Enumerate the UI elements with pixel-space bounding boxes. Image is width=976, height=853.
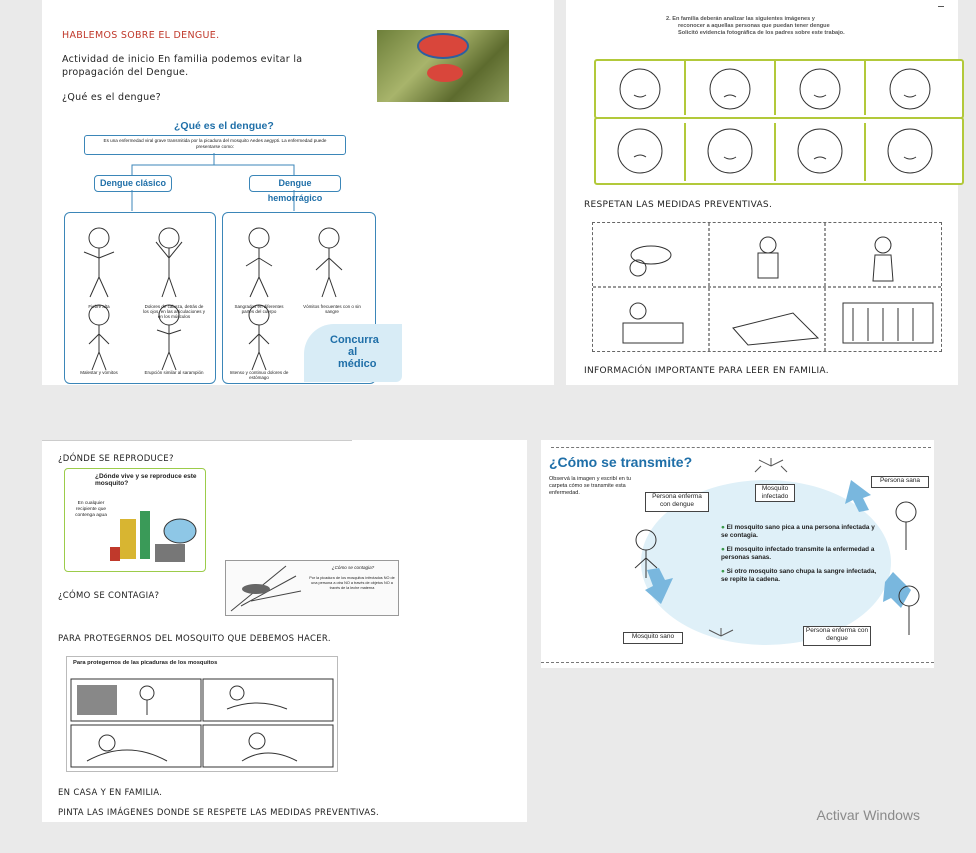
symptom-pain: Dolores de cabeza, detrás de los ojos, en las articulaciones y en los músculos	[142, 304, 206, 319]
preventive-heading: RESPETAN LAS MEDIDAS PREVENTIVAS.	[584, 200, 773, 210]
page-2	[566, 0, 958, 385]
symptom-vomit: Malestar y vómitos	[80, 370, 118, 375]
doctor-callout	[304, 324, 402, 382]
symptom-bleeding: Sangrados en diferentes partes del cuerpo	[234, 304, 284, 314]
bullet-3-dot: ●	[721, 568, 725, 575]
transmit-title: ¿Cómo se transmite?	[549, 454, 693, 470]
dengue-photo-collage	[377, 30, 509, 102]
bullet-1-text: El mosquito sano pica a una persona infectada y se contagia.	[721, 524, 875, 539]
symptom-rash: Erupción similar al sarampión	[144, 370, 204, 375]
definition-box	[84, 135, 346, 155]
doctor-callout-line-1: Concurra	[330, 334, 379, 346]
where-heading: ¿DÓNDE SE REPRODUCE?	[58, 454, 174, 464]
instruction-line-3: Solicitó evidencia fotográfica de los padres sobre este trabajo.	[678, 30, 845, 36]
page-3	[42, 440, 527, 822]
doctor-callout-line-2: al	[348, 346, 358, 358]
bullet-1	[721, 524, 881, 540]
minimize-mark[interactable]	[938, 6, 944, 7]
symptom-fever: Fiebre alta	[88, 304, 110, 309]
protection-illustrations	[67, 669, 337, 769]
mosquito-bite-illustration	[226, 561, 306, 615]
cycle-bullets	[721, 524, 881, 584]
classic-dengue-label: Dengue clásico	[94, 175, 172, 192]
doctor-callout-line-3: médico	[338, 358, 377, 370]
definition-text: Es una enfermedad viral grave transmitida por la picadura del mosquito Aedes aegypti. La enfermedad puede presentarse como:	[103, 138, 327, 149]
contagion-title: ¿Cómo se contagia?	[331, 565, 375, 570]
symptom-frequent-vomit: Vómitos frecuentes con o sin sangre	[303, 304, 361, 314]
bullet-1-dot: ●	[721, 524, 725, 531]
protect-heading: PARA PROTEGERNOS DEL MOSQUITO QUE DEBEMOS HACER.	[58, 634, 331, 644]
family-info-heading: INFORMACIÓN IMPORTANTE PARA LEER EN FAMILIA.	[584, 366, 829, 376]
breeding-box-title: ¿Dónde vive y se reproduce este mosquito?	[95, 473, 197, 487]
preventive-grid	[592, 222, 942, 352]
faces-illustrations	[594, 59, 960, 181]
how-contagion-heading: ¿CÓMO SE CONTAGIA?	[58, 591, 160, 601]
infographic-heading: ¿Qué es el dengue?	[174, 120, 274, 132]
instruction-text	[666, 16, 956, 37]
photo-badge	[427, 64, 463, 82]
instruction-line-2: reconocer a aquellas personas que puedan tener dengue	[678, 23, 830, 29]
page-4	[541, 440, 934, 668]
label-persona-sana: Persona sana	[871, 476, 929, 488]
page-3-top-rule	[42, 440, 352, 441]
page-1	[42, 0, 554, 385]
contagion-box	[225, 560, 399, 616]
breeding-box-text: En cualquier recipiente que contenga agua	[75, 501, 107, 518]
activity-text: Actividad de inicio En familia podemos evitar la propagación del Dengue.	[62, 54, 303, 78]
paint-instruction: PINTA LAS IMÁGENES DONDE SE RESPETE LAS MEDIDAS PREVENTIVAS.	[58, 808, 380, 818]
containers-illustration	[110, 499, 210, 569]
photo-logo	[417, 33, 469, 59]
bullet-2	[721, 546, 881, 562]
bullet-2-dot: ●	[721, 546, 725, 553]
bullet-3	[721, 568, 881, 584]
transmit-intro: Observá la imagen y escribí en tu carpeta cómo se transmite esta enfermedad.	[549, 476, 631, 496]
dengue-infographic	[64, 118, 384, 383]
label-persona-enferma-top: Persona enferma con dengue	[645, 492, 709, 512]
label-persona-enferma-bottom: Persona enferma con dengue	[803, 626, 871, 646]
breeding-box	[64, 468, 206, 572]
dengue-question: ¿Qué es el dengue?	[62, 92, 161, 103]
bullet-3-text: Si otro mosquito sano chupa la sangre infectada, se repite la cadena.	[721, 568, 877, 583]
page-1-title: HABLEMOS SOBRE EL DENGUE.	[62, 30, 220, 41]
activate-windows-watermark: Activar Windows	[816, 807, 920, 823]
protection-box-title: Para protegernos de las picaduras de los mosquitos	[73, 660, 218, 666]
instruction-line-1: 2. En familia deberán analizar las siguientes imágenes y	[666, 16, 815, 22]
preventive-illustrations	[593, 223, 941, 351]
home-heading: EN CASA Y EN FAMILIA.	[58, 788, 163, 798]
label-mosquito-sano: Mosquito sano	[623, 632, 683, 644]
contagion-text: Por la picadura de los mosquitos infectados NO de una persona a otra NO a través de objetos NO a través de la leche materna	[309, 576, 395, 590]
protection-box	[66, 656, 338, 772]
symptom-stomach: Intenso y continuo dolores de estómago	[229, 370, 289, 380]
hemorrhagic-dengue-label: Dengue hemorrágico	[249, 175, 341, 192]
bullet-2-text: El mosquito infectado transmite la enfermedad a personas sanas.	[721, 546, 875, 561]
label-mosquito-infectado: Mosquito infectado	[755, 484, 795, 502]
